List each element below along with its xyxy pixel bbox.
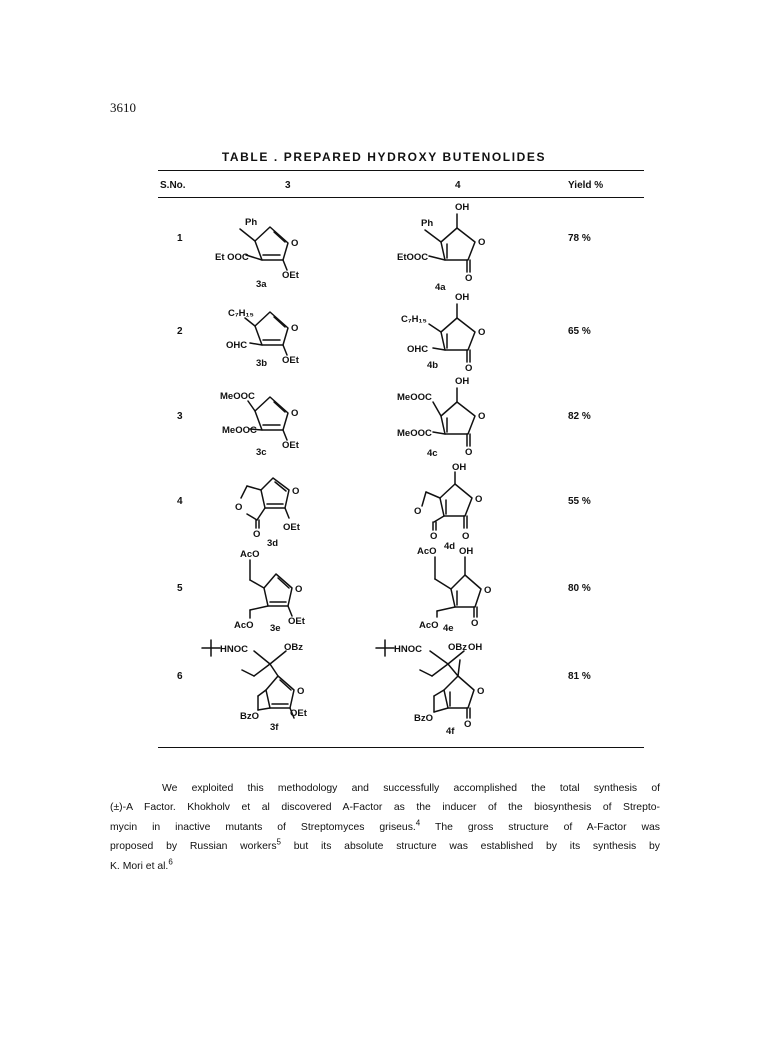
paragraph-line-3 bbox=[110, 818, 660, 837]
row-5-sno: 5 bbox=[177, 583, 183, 594]
svg-text:O: O bbox=[253, 529, 261, 540]
table-title: TABLE . PREPARED HYDROXY BUTENOLIDES bbox=[221, 150, 547, 164]
row-5-yield: 80 % bbox=[568, 583, 591, 594]
svg-text:OH: OH bbox=[455, 202, 470, 213]
row-4-yield: 55 % bbox=[568, 496, 591, 507]
svg-text:O: O bbox=[478, 327, 486, 338]
svg-text:OH: OH bbox=[455, 376, 470, 387]
svg-text:OH: OH bbox=[459, 546, 474, 557]
paragraph-line-1-text: We exploited this methodology and successfully accomplished the total synthesis of bbox=[162, 783, 660, 794]
compound-4d-structure bbox=[400, 460, 500, 550]
paragraph-line-1 bbox=[110, 779, 660, 798]
svg-text:3d: 3d bbox=[267, 538, 279, 549]
paragraph-line-2-text: (±)-A Factor. Khokholv et al discovered A-Factor as the inducer of the biosynthesis of Strepto- bbox=[110, 802, 660, 814]
svg-text:C₇H₁₅: C₇H₁₅ bbox=[228, 308, 254, 319]
paragraph-line-4b-text: but its absolute structure was established by its synthesis by bbox=[281, 841, 661, 853]
svg-text:AcO: AcO bbox=[240, 549, 260, 560]
header-col4: 4 bbox=[455, 180, 461, 191]
svg-text:O: O bbox=[414, 506, 422, 517]
paragraph-line-3b-text: The gross structure of A-Factor was bbox=[420, 821, 660, 833]
svg-text:3b: 3b bbox=[256, 358, 268, 369]
svg-text:O: O bbox=[484, 585, 492, 596]
header-sno: S.No. bbox=[160, 180, 186, 191]
svg-text:3e: 3e bbox=[270, 623, 281, 634]
svg-text:C₇H₁₅: C₇H₁₅ bbox=[401, 314, 427, 325]
svg-text:O: O bbox=[297, 686, 305, 697]
svg-text:OEt: OEt bbox=[290, 708, 307, 719]
paragraph-line-4a-text: proposed by Russian workers bbox=[110, 841, 277, 853]
header-col3: 3 bbox=[285, 180, 291, 191]
row-1-sno: 1 bbox=[177, 233, 183, 244]
svg-text:3a: 3a bbox=[256, 279, 267, 290]
svg-text:MeOOC: MeOOC bbox=[397, 392, 432, 403]
table-bottom-rule bbox=[158, 747, 644, 748]
svg-text:OEt: OEt bbox=[282, 440, 299, 451]
compound-4e-structure bbox=[405, 545, 515, 635]
compound-3f-structure bbox=[200, 636, 330, 736]
compound-3c-structure bbox=[200, 385, 320, 460]
svg-text:EtOOC: EtOOC bbox=[397, 252, 429, 263]
svg-text:OEt: OEt bbox=[282, 355, 299, 366]
svg-text:OHC: OHC bbox=[407, 344, 429, 355]
svg-text:O: O bbox=[477, 686, 485, 697]
paragraph-line-4 bbox=[110, 837, 660, 856]
svg-text:Ph: Ph bbox=[245, 217, 258, 228]
paragraph-line-2 bbox=[110, 798, 660, 817]
svg-text:AcO: AcO bbox=[234, 620, 254, 631]
body-paragraph bbox=[110, 779, 660, 876]
svg-text:OHC: OHC bbox=[226, 340, 248, 351]
compound-4b-structure bbox=[385, 288, 505, 378]
svg-text:OH: OH bbox=[452, 462, 467, 473]
svg-text:3c: 3c bbox=[256, 447, 267, 458]
svg-text:O: O bbox=[475, 494, 483, 505]
row-2-yield: 65 % bbox=[568, 326, 591, 337]
svg-text:OEt: OEt bbox=[288, 616, 305, 627]
svg-text:HNOC: HNOC bbox=[394, 644, 422, 655]
svg-text:MeOOC: MeOOC bbox=[222, 425, 257, 436]
svg-text:OEt: OEt bbox=[283, 522, 300, 533]
compound-3d-structure bbox=[225, 468, 315, 548]
row-6-sno: 6 bbox=[177, 671, 183, 682]
svg-text:AcO: AcO bbox=[419, 620, 439, 631]
svg-text:O: O bbox=[465, 363, 473, 374]
compound-4a-structure bbox=[385, 198, 505, 293]
svg-text:O: O bbox=[465, 273, 473, 284]
svg-text:OEt: OEt bbox=[282, 270, 299, 281]
svg-text:O: O bbox=[291, 238, 299, 249]
svg-text:4f: 4f bbox=[446, 726, 455, 737]
svg-text:O: O bbox=[478, 411, 486, 422]
page-number: 3610 bbox=[110, 100, 136, 115]
compound-3b-structure bbox=[200, 300, 320, 370]
table-top-rule bbox=[158, 170, 644, 171]
svg-text:Et OOC: Et OOC bbox=[215, 252, 249, 263]
svg-text:HNOC: HNOC bbox=[220, 644, 248, 655]
svg-text:3f: 3f bbox=[270, 722, 279, 733]
row-2-sno: 2 bbox=[177, 326, 183, 337]
svg-text:O: O bbox=[430, 531, 438, 542]
svg-text:AcO: AcO bbox=[417, 546, 437, 557]
compound-3a-structure bbox=[200, 205, 320, 290]
svg-text:O: O bbox=[462, 531, 470, 542]
paragraph-line-5-text: K. Mori et al. bbox=[110, 860, 169, 872]
svg-text:4d: 4d bbox=[444, 541, 456, 552]
svg-text:4a: 4a bbox=[435, 282, 446, 293]
row-3-sno: 3 bbox=[177, 411, 183, 422]
svg-text:OH: OH bbox=[468, 642, 483, 653]
row-3-yield: 82 % bbox=[568, 411, 591, 422]
reference-4: 4 bbox=[415, 818, 421, 828]
svg-text:O: O bbox=[465, 447, 473, 458]
svg-text:O: O bbox=[292, 486, 300, 497]
svg-text:MeOOC: MeOOC bbox=[397, 428, 432, 439]
paragraph-line-3a-text: mycin in inactive mutants of Streptomyces griseus. bbox=[110, 821, 416, 833]
svg-text:OBz: OBz bbox=[448, 642, 467, 653]
compound-3e-structure bbox=[220, 548, 330, 632]
svg-text:4b: 4b bbox=[427, 360, 439, 371]
reference-5: 5 bbox=[276, 837, 281, 847]
svg-text:O: O bbox=[291, 323, 299, 334]
row-6-yield: 81 % bbox=[568, 671, 591, 682]
svg-text:O: O bbox=[464, 719, 472, 730]
svg-text:Ph: Ph bbox=[421, 218, 434, 229]
svg-text:4e: 4e bbox=[443, 623, 454, 634]
svg-text:O: O bbox=[295, 584, 303, 595]
svg-text:MeOOC: MeOOC bbox=[220, 391, 255, 402]
svg-text:OH: OH bbox=[455, 292, 470, 303]
row-4-sno: 4 bbox=[177, 496, 183, 507]
svg-text:O: O bbox=[291, 408, 299, 419]
svg-text:BzO: BzO bbox=[414, 713, 433, 724]
svg-text:BzO: BzO bbox=[240, 711, 259, 722]
svg-text:OBz: OBz bbox=[284, 642, 303, 653]
row-1-yield: 78 % bbox=[568, 233, 591, 244]
reference-6: 6 bbox=[168, 857, 173, 867]
compound-4c-structure bbox=[385, 372, 505, 464]
svg-text:O: O bbox=[478, 237, 486, 248]
header-yield: Yield % bbox=[568, 180, 604, 191]
compound-4f-structure bbox=[370, 636, 510, 740]
svg-text:O: O bbox=[471, 618, 479, 629]
paragraph-line-5 bbox=[110, 857, 660, 876]
svg-text:O: O bbox=[235, 502, 243, 513]
svg-text:4c: 4c bbox=[427, 448, 438, 459]
